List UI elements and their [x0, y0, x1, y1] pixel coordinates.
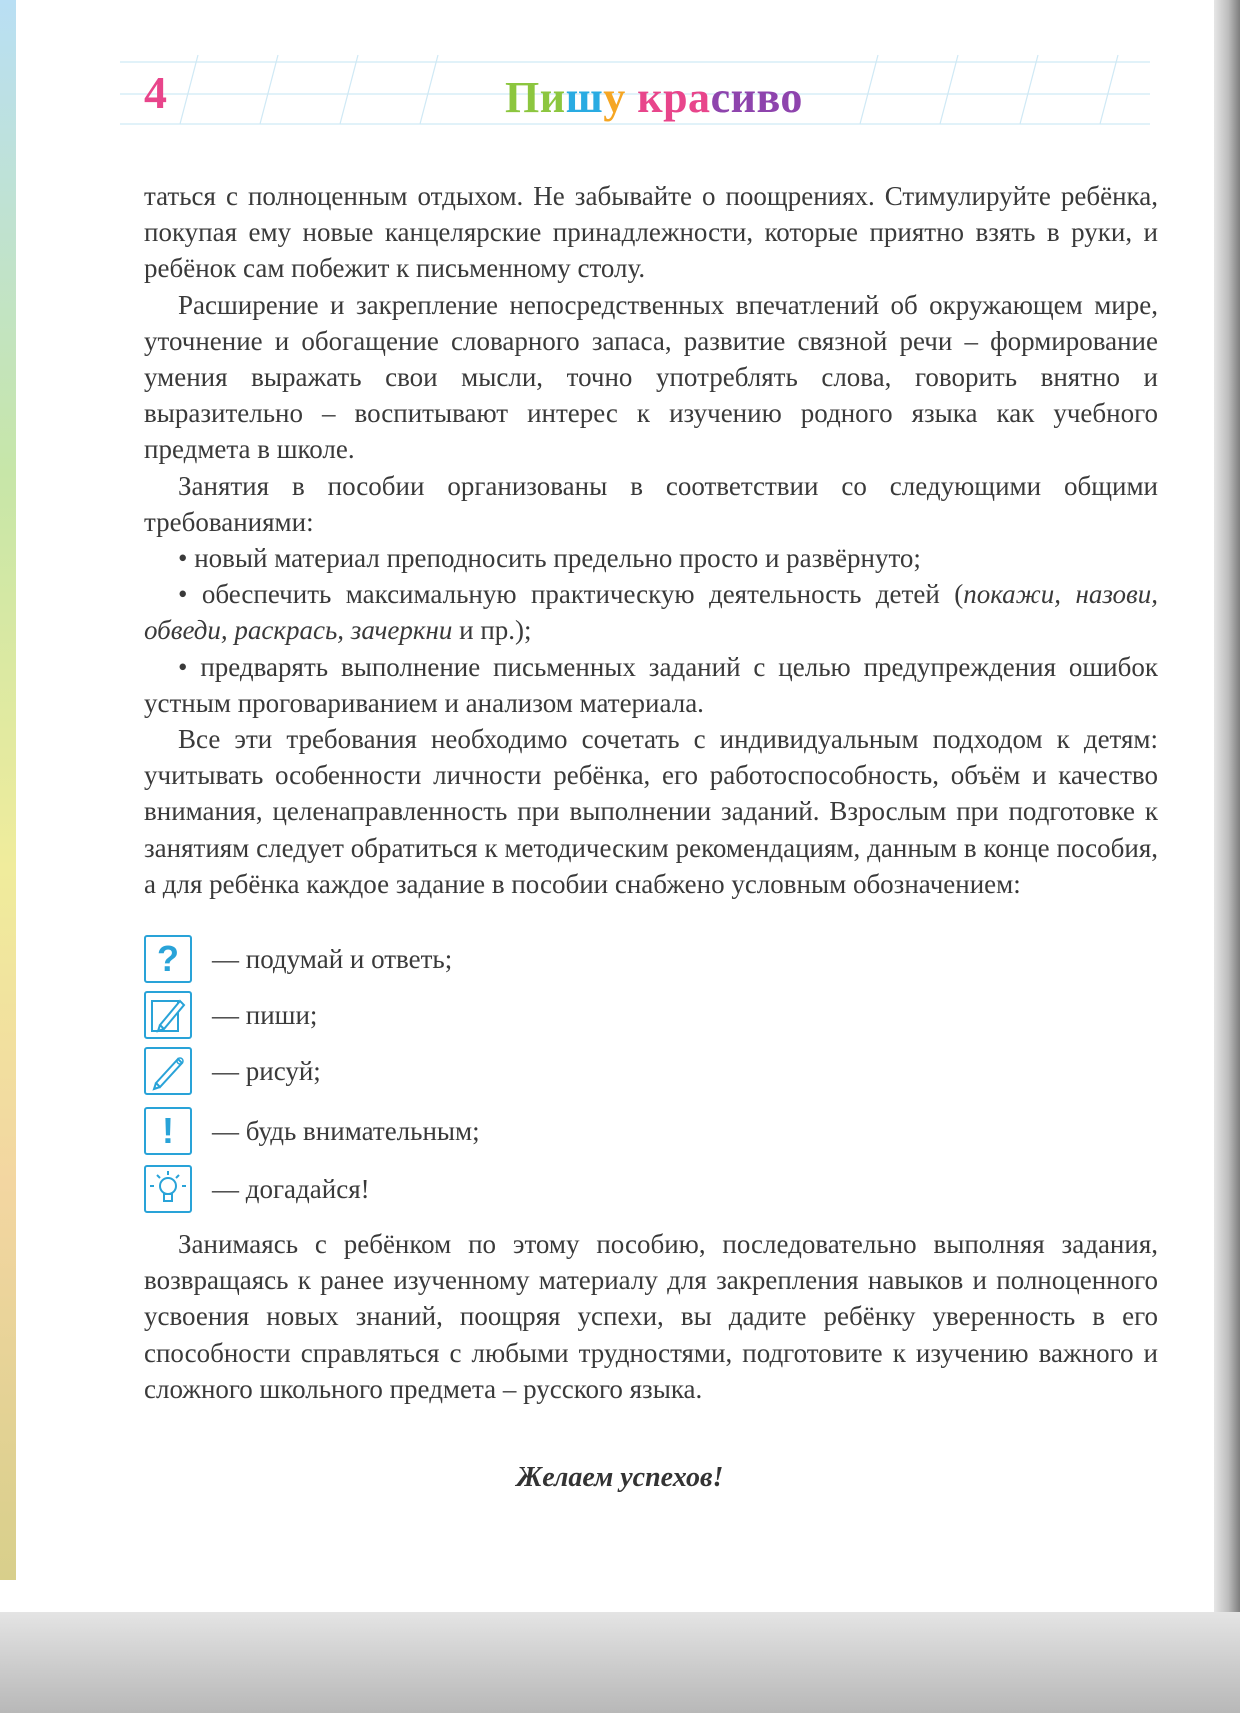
bullet-item [144, 576, 1158, 648]
main-text [144, 178, 1158, 902]
bullet-item: • новый материал преподносить предельно просто и развёрнуто; [178, 543, 921, 574]
lightbulb-icon [144, 1165, 192, 1213]
bullet-text: • обеспечить максимальную практическую деятельность детей ( [178, 579, 964, 610]
paragraph: таться с полноценным отдыхом. Не забывайте о поощрениях. Стимулируйте ребёнка, покупая ему новые канцелярские принадлежности, которые приятно взять в руки, и ребёнок сам побежит к письменному столу. [144, 181, 1158, 284]
legend-item [144, 1106, 480, 1156]
legend-item [144, 1164, 370, 1214]
legend-item [144, 990, 317, 1040]
paragraph: Занимаясь с ребёнком по этому пособию, последовательно выполняя задания, возвращаясь к ранее изученному материалу для закрепления навыков и полноценного усвоения новых знаний, поощряя успехи, вы дадите ребёнку уверенность в его способности справляться с любыми трудностями, подготовите к изучению важного и сложного школьного предмета – русского языка. [144, 1229, 1158, 1404]
page-number: 4 [144, 67, 167, 118]
paragraph: Все эти требования необходимо сочетать с индивидуальным подходом к детям: учитывать особенности личности ребёнка, его работоспособность, объём и качество внимания, целенаправленность при выполнении заданий. Взрослым при подготовке к занятиям следует обратиться к методическим рекомендациям, данным в конце пособия, а для ребёнка каждое задание в пособии снабжено условным обозначением: [144, 724, 1158, 899]
legend-label: — подумай и ответь; [212, 943, 453, 974]
bullet-text: и пр.); [452, 615, 532, 646]
title-part: у [603, 73, 638, 122]
legend-label: — будь внимательным; [212, 1115, 480, 1146]
title-part: кра [637, 73, 711, 122]
page-header [0, 0, 1212, 140]
title-part: Пи [505, 73, 566, 122]
closing-text [144, 1226, 1158, 1407]
legend-label: — пиши; [212, 999, 318, 1030]
paragraph: Занятия в пособии организованы в соответствии со следующими общими требованиями: [144, 470, 1158, 537]
title-part: ш [565, 73, 604, 122]
legend-label: — рисуй; [212, 1055, 321, 1086]
write-icon [144, 991, 192, 1039]
exclamation-icon: ! [144, 1107, 192, 1155]
legend-item [144, 934, 452, 984]
scan-edge-right [1214, 0, 1240, 1713]
question-icon: ? [144, 935, 192, 983]
bullet-item: • предварять выполнение письменных заданий с целью предупреждения ошибок устным проговариванием и анализом материала. [144, 651, 1158, 718]
paragraph: Расширение и закрепление непосредственных впечатлений об окружающем мире, уточнение и обогащение словарного запаса, развитие связной речи – формирование умения выражать свои мысли, точно употреблять слова, говорить внятно и выразительно – воспитывают интерес к изучению родного языка как учебного предмета в школе. [144, 289, 1158, 465]
bullet-examples: покажи, назови, обведи, раскрась, зачеркни [144, 579, 1158, 646]
closing-wish: Желаем успехов! [516, 1462, 724, 1493]
scan-edge-bottom [0, 1612, 1240, 1713]
legend-item [144, 1046, 321, 1096]
scan-edge-left [0, 0, 16, 1580]
draw-icon [144, 1047, 192, 1095]
title-part: сиво [710, 73, 803, 122]
page-title [505, 73, 803, 122]
legend-label: — догадайся! [212, 1173, 370, 1204]
